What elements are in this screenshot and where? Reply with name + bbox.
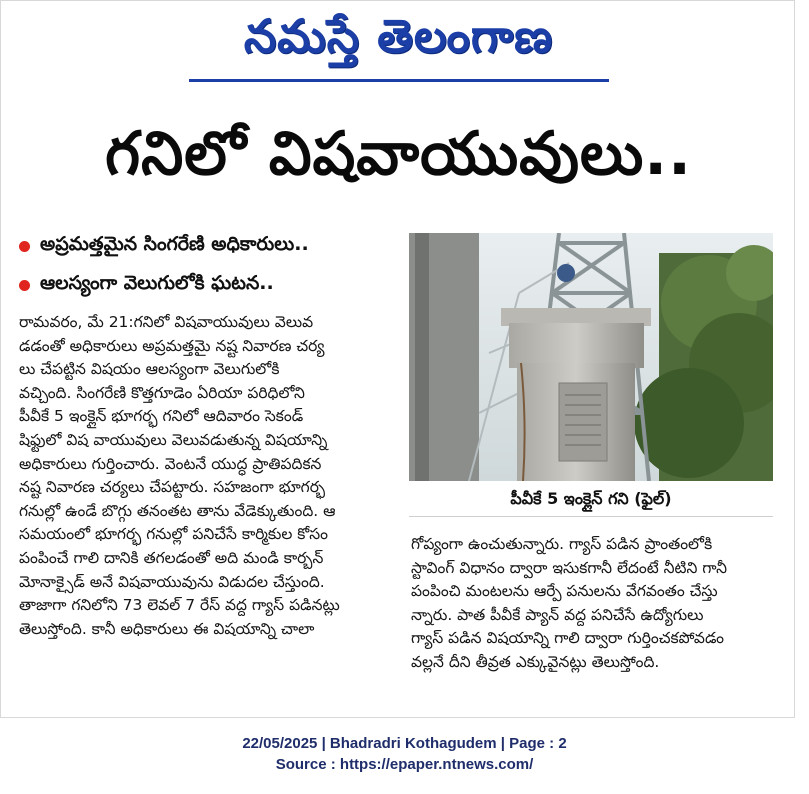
body-line: న్నారు. పాత పీవీకే ప్యాన్ వద్ద పనిచేసే ఉద్యోగులు xyxy=(411,605,704,624)
article-body-left-column xyxy=(19,311,394,641)
body-line: వచ్చింది. సింగరేణి కొత్తగూడెం ఏరియా పరిధిలోని xyxy=(19,383,305,402)
body-line: పంపించే గాలి దానికి తగలడంతో అది మండి కార్బన్ xyxy=(19,548,324,567)
subhead-text: అప్రమత్తమైన సింగరేణి అధికారులు.. xyxy=(40,233,309,255)
mine-tower-image xyxy=(409,233,773,481)
body-line: స్టావింగ్ విధానం ద్వారా ఇసుకగానీ లేదంటే నీటిని గానీ xyxy=(411,558,727,577)
subhead-item xyxy=(19,233,399,260)
article-body-right-column xyxy=(411,533,781,675)
body-line: పంపించి మంటలను ఆర్పే పనులను వేగవంతం చేస్తు xyxy=(411,582,718,601)
body-line: డడంతో అధికారులు అప్రమత్తమై నష్ట నివారణ చర్య xyxy=(19,336,325,355)
masthead-title: నమస్తే తెలంగాణ xyxy=(243,9,554,63)
body-line: గ్యాస్ పడిన విషయాన్ని గాలి ద్వారా గుర్తించకపోవడం xyxy=(411,629,725,648)
body-line: వల్లనే దీని తీవ్రత ఎక్కువైనట్లు తెలుస్తోంది. xyxy=(411,652,660,671)
body-line: గనుల్లో ఉండే బొగ్గు తనంతట తాను వేడెక్కుతుంది. ఆ xyxy=(19,501,336,520)
article-headline: గనిలో విషవాయువులు.. xyxy=(105,119,692,189)
subhead-text: ఆలస్యంగా వెలుగులోకి ఘటన.. xyxy=(40,272,274,294)
body-line: లు చేపట్టిన విషయం ఆలస్యంగా వెలుగులోకి xyxy=(19,360,280,379)
photo-caption: పీవీకే 5 ఇంక్లైన్ గని (ఫైల్) xyxy=(510,489,672,508)
body-line: నష్ట నివారణ చర్యలు చేపట్టారు. సహజంగా భూగర్భ xyxy=(19,478,326,497)
body-line: పీవీకే 5 ఇంక్లైన్ భూగర్భ గనిలో ఆదివారం సెకండ్ xyxy=(19,407,304,426)
source-link[interactable]: Source : https://epaper.ntnews.com/ xyxy=(275,756,534,773)
body-line: అధికారులు గుర్తించారు. వెంటనే యుద్ధ ప్రాతిపదికన xyxy=(19,454,322,473)
masthead-underline xyxy=(189,79,609,82)
body-line: మోనాక్సైడ్ అనే విషవాయువును విడుదల చేస్తుంది. xyxy=(19,572,325,591)
caption-divider xyxy=(409,516,773,517)
body-line: సమయంలో భూగర్భ గనుల్లో పనిచేసే కార్మికుల కోసం xyxy=(19,525,328,544)
newspaper-masthead xyxy=(1,9,796,82)
subhead-list xyxy=(19,233,399,311)
body-line: రామవరం, మే 21:గనిలో విషవాయువులు వెలువ xyxy=(19,313,314,331)
body-line: గోప్యంగా ఉంచుతున్నారు. గ్యాస్ పడిన ప్రాంతంలోకి xyxy=(411,535,713,553)
subhead-item xyxy=(19,272,399,299)
red-bullet-icon xyxy=(19,280,30,291)
red-bullet-icon xyxy=(19,241,30,252)
body-line: షిఫ్టులో విష వాయువులు వెలువడుతున్న విషయాన్ని xyxy=(19,430,328,449)
body-line: తెలుస్తోంది. కానీ అధికారులు ఈ విషయాన్ని చాలా xyxy=(19,619,315,638)
body-line: తాజాగా గనిలోని 73 లెవల్ 7 రేస్ వద్ద గ్యాస్ పడినట్లు xyxy=(19,596,340,615)
mine-headframe-photo xyxy=(409,233,773,481)
edition-info: 22/05/2025 | Bhadradri Kothagudem | Page : 2 xyxy=(242,735,567,752)
